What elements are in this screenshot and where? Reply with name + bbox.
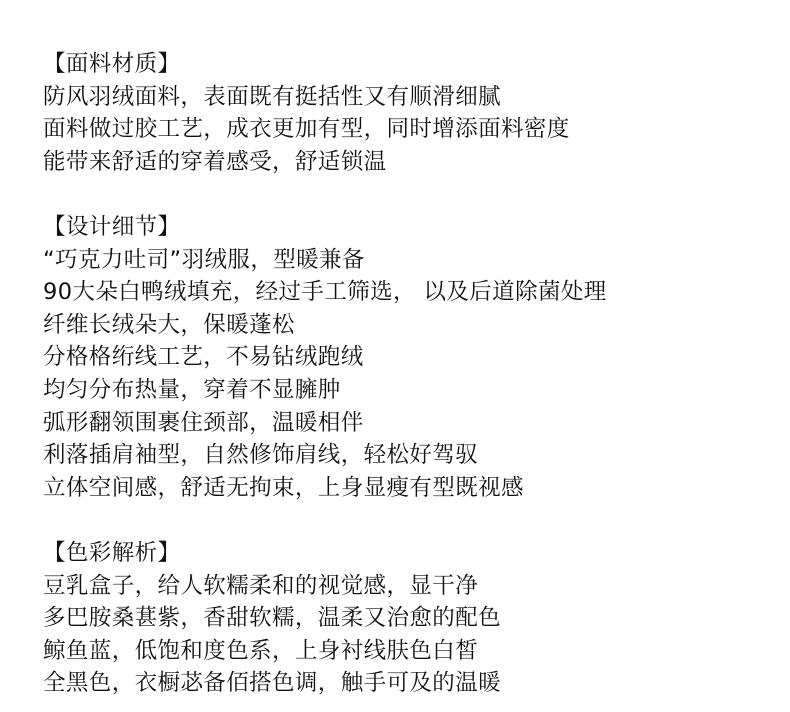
text-line: 分格格绗线工艺，不易钻绒跑绒 [43, 344, 364, 371]
section-heading: 【设计细节】 [43, 213, 181, 240]
section-heading: 【色彩解析】 [43, 539, 181, 566]
text-line: 能带来舒适的穿着感受，舒适锁温 [43, 148, 387, 175]
text-line: 纤维长绒朵大，保暖蓬松 [43, 311, 295, 338]
section-color-analysis [43, 537, 607, 700]
text-line: 立体空间感，舒适无拘束，上身显瘦有型既视感 [43, 474, 524, 501]
text-line: 豆乳盒子，给人软糯柔和的视觉感，显干净 [43, 572, 479, 599]
product-description [43, 48, 607, 700]
text-line: 防风羽绒面料，表面既有挺括性又有顺滑细腻 [43, 83, 502, 110]
text-line: 面料做过胶工艺，成衣更加有型，同时增添面料密度 [43, 116, 570, 143]
section-fabric [43, 48, 607, 178]
text-line: 弧形翻领围裹住颈部，温暖相伴 [43, 409, 364, 436]
text-line: 90大朵白鸭绒填充，经过手工筛选， 以及后道除菌处理 [43, 279, 607, 306]
section-heading: 【面料材质】 [43, 51, 181, 77]
text-line: 均匀分布热量，穿着不显臃肿 [43, 376, 341, 403]
text-line: 利落插肩袖型，自然修饰肩线，轻松好驾驭 [43, 442, 479, 469]
text-line: 鲸鱼蓝，低饱和度色系，上身衬线肤色白皙 [43, 637, 479, 664]
text-line: 全黑色，衣橱苾备佰搭色调，触手可及的温暖 [43, 670, 502, 697]
text-line: “巧克力吐司”羽绒服，型暖兼备 [43, 246, 365, 273]
section-design-details [43, 211, 607, 504]
text-line: 多巴胺桑葚紫，香甜软糯，温柔又治愈的配色 [43, 605, 502, 632]
